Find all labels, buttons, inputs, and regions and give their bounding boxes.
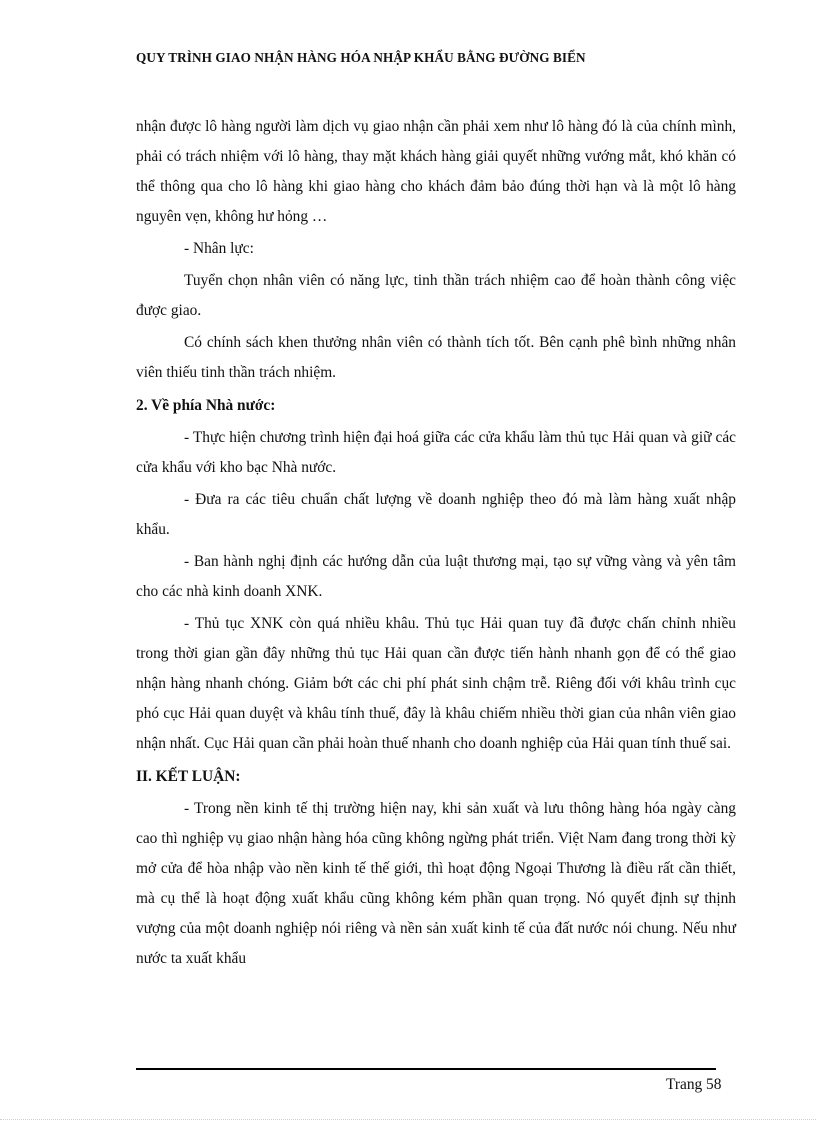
paragraph-subheading-manpower: - Nhân lực:	[184, 240, 254, 257]
section-heading-state: 2. Về phía Nhà nước:	[136, 397, 276, 414]
paragraph-reward-policy: Có chính sách khen thưởng nhân viên có thành tích tốt. Bên cạnh phê bình những nhân viên thiếu tinh thần trách nhiệm.	[136, 334, 736, 381]
document-body	[136, 112, 736, 976]
running-header: QUY TRÌNH GIAO NHẬN HÀNG HÓA NHẬP KHẨU BẰNG ĐƯỜNG BIỂN	[136, 50, 586, 65]
footer-divider	[136, 1068, 716, 1070]
paragraph-modernization: - Thực hiện chương trình hiện đại hoá giữa các cửa khẩu làm thủ tục Hải quan và giữ các cửa khẩu với kho bạc Nhà nước.	[136, 429, 736, 476]
page-bottom-border	[0, 1119, 816, 1120]
page-number: Trang 58	[666, 1076, 722, 1093]
paragraph-conclusion: - Trong nền kinh tế thị trường hiện nay, khi sản xuất và lưu thông hàng hóa ngày càng cao thì nghiệp vụ giao nhận hàng hóa cũng không ngừng phát triển. Việt Nam đang trong thời kỳ mở cửa để hòa nhập vào nền kinh tế thế giới, thì hoạt động Ngoại Thương là điều rất cần thiết, mà cụ thể là hoạt động xuất khẩu cũng không kém phần quan trọng. Nó quyết định sự thịnh vượng của một doanh nghiệp nói riêng và nền sản xuất kinh tế của đất nước nói chung. Nếu như nước ta xuất khẩu	[136, 800, 736, 967]
paragraph-customs-procedures: - Thủ tục XNK còn quá nhiều khâu. Thủ tục Hải quan tuy đã được chấn chỉnh nhiều trong thời gian gần đây những thủ tục Hải quan cần được tiến hành nhanh gọn để có thể giao nhận hàng nhanh chóng. Giảm bớt các chi phí phát sinh chậm trễ. Riêng đối với khâu trình cục phó cục Hải quan duyệt và khâu tính thuế, đây là khâu chiếm nhiều thời gian của nhân viên giao nhận nhất. Cục Hải quan cần phải hoàn thuế nhanh cho doanh nghiệp của Hải quan tính thuế sai.	[136, 615, 736, 752]
paragraph-continuation: nhận được lô hàng người làm dịch vụ giao nhận cần phải xem như lô hàng đó là của chính mình, phải có trách nhiệm với lô hàng, thay mặt khách hàng giải quyết những vướng mắt, khó khăn có thể thông qua cho lô hàng khi giao hàng cho khách đảm bảo đúng thời hạn và là một lô hàng nguyên vẹn, không hư hỏng …	[136, 118, 736, 225]
section-heading-conclusion: II. KẾT LUẬN:	[136, 768, 241, 785]
paragraph-recruitment: Tuyển chọn nhân viên có năng lực, tinh thần trách nhiệm cao để hoàn thành công việc được giao.	[136, 272, 736, 319]
paragraph-quality-standards: - Đưa ra các tiêu chuẩn chất lượng về doanh nghiệp theo đó mà làm hàng xuất nhập khẩu.	[136, 491, 736, 538]
paragraph-decrees: - Ban hành nghị định các hướng dẫn của luật thương mại, tạo sự vững vàng và yên tâm cho các nhà kinh doanh XNK.	[136, 553, 736, 600]
